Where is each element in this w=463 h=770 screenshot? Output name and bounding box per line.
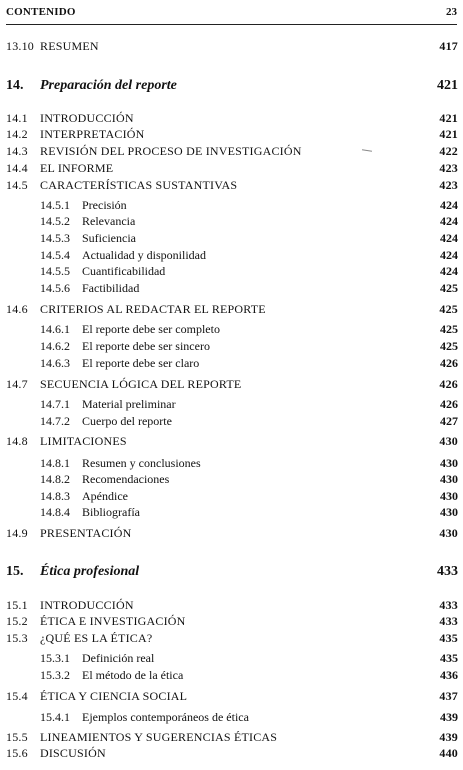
toc-subsection [0, 413, 463, 429]
toc-title: Actualidad y disponilidad [82, 248, 206, 262]
toc-section [0, 376, 463, 392]
toc-title: Ética profesional [40, 564, 140, 579]
toc-number: 15.3.2 [40, 668, 70, 682]
toc-title: SECUENCIA LÓGICA DEL REPORTE [40, 377, 242, 391]
toc-section [0, 613, 463, 629]
toc-page-number: 433 [437, 564, 458, 579]
toc-number: 15.3.1 [40, 651, 70, 665]
toc-number: 15.4 [6, 689, 28, 703]
toc-subsection [0, 667, 463, 683]
toc-subsection [0, 230, 463, 246]
toc-page-number: 430 [440, 489, 458, 503]
toc-page-number: 437 [439, 689, 458, 703]
toc-subsection [0, 504, 463, 520]
toc-page-number: 424 [440, 198, 458, 212]
toc-title: INTRODUCCIÓN [40, 111, 134, 125]
toc-page-number: 430 [440, 505, 458, 519]
toc-page-number: 425 [440, 322, 458, 336]
toc-title: Suficiencia [82, 231, 136, 245]
toc-number: 14.8.3 [40, 489, 70, 503]
toc-number: 14.3 [6, 144, 28, 158]
toc-title: DISCUSIÓN [40, 746, 106, 760]
toc-title: PRESENTACIÓN [40, 526, 132, 540]
toc-page-number: 426 [440, 397, 458, 411]
toc-page-number: 435 [440, 651, 458, 665]
header-section-title: CONTENIDO [6, 6, 76, 18]
toc-subsection [0, 338, 463, 354]
toc-page-number: 421 [439, 127, 458, 141]
toc-page-number: 424 [440, 214, 458, 228]
toc-page-number: 422 [439, 144, 458, 158]
toc-title: INTERPRETACIÓN [40, 127, 145, 141]
toc-page-number: 425 [439, 302, 458, 316]
toc-title: Cuantificabilidad [82, 264, 166, 278]
toc-number: 14.5.4 [40, 248, 70, 262]
toc-page-number: 430 [440, 456, 458, 470]
toc-page-number: 425 [440, 339, 458, 353]
toc-page-number: 440 [439, 746, 458, 760]
toc-title: CARACTERÍSTICAS SUSTANTIVAS [40, 178, 238, 192]
toc-title: INTRODUCCIÓN [40, 598, 134, 612]
toc-page-number: 426 [440, 356, 458, 370]
toc-page-number: 433 [439, 598, 458, 612]
toc-number: 15.1 [6, 598, 28, 612]
toc-page-number: 424 [440, 231, 458, 245]
toc-number: 14.6.2 [40, 339, 70, 353]
toc-title: Relevancia [82, 214, 136, 228]
toc-subsection [0, 280, 463, 296]
toc-section [0, 597, 463, 613]
toc-number: 15.2 [6, 614, 28, 628]
toc-section [0, 729, 463, 745]
toc-subsection [0, 488, 463, 504]
toc-title: Factibilidad [82, 281, 140, 295]
toc-subsection [0, 455, 463, 471]
toc-title: Definición real [82, 651, 155, 665]
toc-number: 14.5.6 [40, 281, 70, 295]
toc-section [0, 38, 463, 54]
header-page-number: 23 [446, 6, 457, 18]
toc-number: 15.4.1 [40, 710, 70, 724]
toc-title: Bibliografía [82, 505, 140, 519]
toc-subsection [0, 263, 463, 279]
toc-chapter [0, 562, 463, 582]
toc-number: 14.6.1 [40, 322, 70, 336]
toc-section [0, 745, 463, 761]
toc-number: 13.10 [6, 39, 34, 53]
toc-number: 14.1 [6, 111, 28, 125]
toc-title: RESUMEN [40, 39, 99, 53]
toc-number: 14.5.1 [40, 198, 70, 212]
toc-number: 14.5 [6, 178, 28, 192]
toc-title: ÉTICA Y CIENCIA SOCIAL [40, 689, 188, 703]
toc-number: 14.7 [6, 377, 28, 391]
toc-number: 14.8 [6, 434, 28, 448]
toc-subsection [0, 213, 463, 229]
toc-title: EL INFORME [40, 161, 114, 175]
toc-page-number: 424 [440, 248, 458, 262]
toc-number: 14.9 [6, 526, 28, 540]
toc-page-number: 430 [440, 472, 458, 486]
header-rule [6, 24, 457, 25]
toc-section [0, 688, 463, 704]
toc-title: El reporte debe ser sincero [82, 339, 210, 353]
toc-title: Material preliminar [82, 397, 176, 411]
toc-title: REVISIÓN DEL PROCESO DE INVESTIGACIÓN [40, 144, 302, 158]
toc-subsection [0, 197, 463, 213]
toc-section [0, 525, 463, 541]
toc-number: 14.5.5 [40, 264, 70, 278]
toc-subsection [0, 321, 463, 337]
toc-number: 14.5.3 [40, 231, 70, 245]
toc-page-number: 430 [439, 526, 458, 540]
toc-number: 14. [6, 78, 24, 93]
toc-title: Resumen y conclusiones [82, 456, 201, 470]
toc-title: LINEAMIENTOS Y SUGERENCIAS ÉTICAS [40, 730, 278, 744]
toc-number: 14.7.2 [40, 414, 70, 428]
toc-page-number: 426 [439, 377, 458, 391]
toc-page-number: 439 [440, 710, 458, 724]
toc-page-number: 421 [437, 78, 458, 93]
toc-number: 15. [6, 564, 24, 579]
toc-number: 14.8.2 [40, 472, 70, 486]
toc-number: 15.6 [6, 746, 28, 760]
toc-section [0, 433, 463, 449]
toc-number: 14.2 [6, 127, 28, 141]
toc-title: Precisión [82, 198, 127, 212]
toc-number: 15.5 [6, 730, 28, 744]
toc-section [0, 177, 463, 193]
toc-subsection [0, 650, 463, 666]
toc-title: Preparación del reporte [40, 78, 177, 93]
toc-section [0, 110, 463, 126]
toc-section [0, 160, 463, 176]
toc-page-number: 425 [440, 281, 458, 295]
toc-title: El método de la ética [82, 668, 184, 682]
toc-page-number: 424 [440, 264, 458, 278]
toc-title: El reporte debe ser claro [82, 356, 200, 370]
toc-section [0, 143, 463, 159]
toc-section [0, 126, 463, 142]
toc-title: LIMITACIONES [40, 434, 127, 448]
toc-page-number: 433 [439, 614, 458, 628]
toc-title: Cuerpo del reporte [82, 414, 172, 428]
toc-title: Apéndice [82, 489, 128, 503]
toc-number: 15.3 [6, 631, 28, 645]
toc-title: ÉTICA E INVESTIGACIÓN [40, 614, 186, 628]
toc-page-number: 430 [439, 434, 458, 448]
toc-title: CRITERIOS AL REDACTAR EL REPORTE [40, 302, 266, 316]
toc-page-number: 435 [439, 631, 458, 645]
toc-title: El reporte debe ser completo [82, 322, 220, 336]
toc-page-number: 436 [440, 668, 458, 682]
toc-page-number: 427 [440, 414, 458, 428]
toc-page-number: 417 [439, 39, 458, 53]
toc-number: 14.6.3 [40, 356, 70, 370]
toc-number: 14.4 [6, 161, 28, 175]
toc-number: 14.5.2 [40, 214, 70, 228]
toc-title: Recomendaciones [82, 472, 170, 486]
toc-page-number: 439 [439, 730, 458, 744]
toc-number: 14.7.1 [40, 397, 70, 411]
toc-section [0, 630, 463, 646]
toc-number: 14.6 [6, 302, 28, 316]
toc-number: 14.8.1 [40, 456, 70, 470]
toc-page-number: 423 [439, 161, 458, 175]
toc-page-number: 421 [439, 111, 458, 125]
toc-subsection [0, 396, 463, 412]
toc-subsection [0, 471, 463, 487]
toc-title: ¿QUÉ ES LA ÉTICA? [40, 631, 153, 645]
toc-number: 14.8.4 [40, 505, 70, 519]
toc-title: Ejemplos contemporáneos de ética [82, 710, 249, 724]
toc-chapter [0, 76, 463, 96]
toc-section [0, 301, 463, 317]
toc-subsection [0, 709, 463, 725]
toc-subsection [0, 247, 463, 263]
running-header [6, 6, 457, 22]
toc-subsection [0, 355, 463, 371]
toc-page-number: 423 [439, 178, 458, 192]
